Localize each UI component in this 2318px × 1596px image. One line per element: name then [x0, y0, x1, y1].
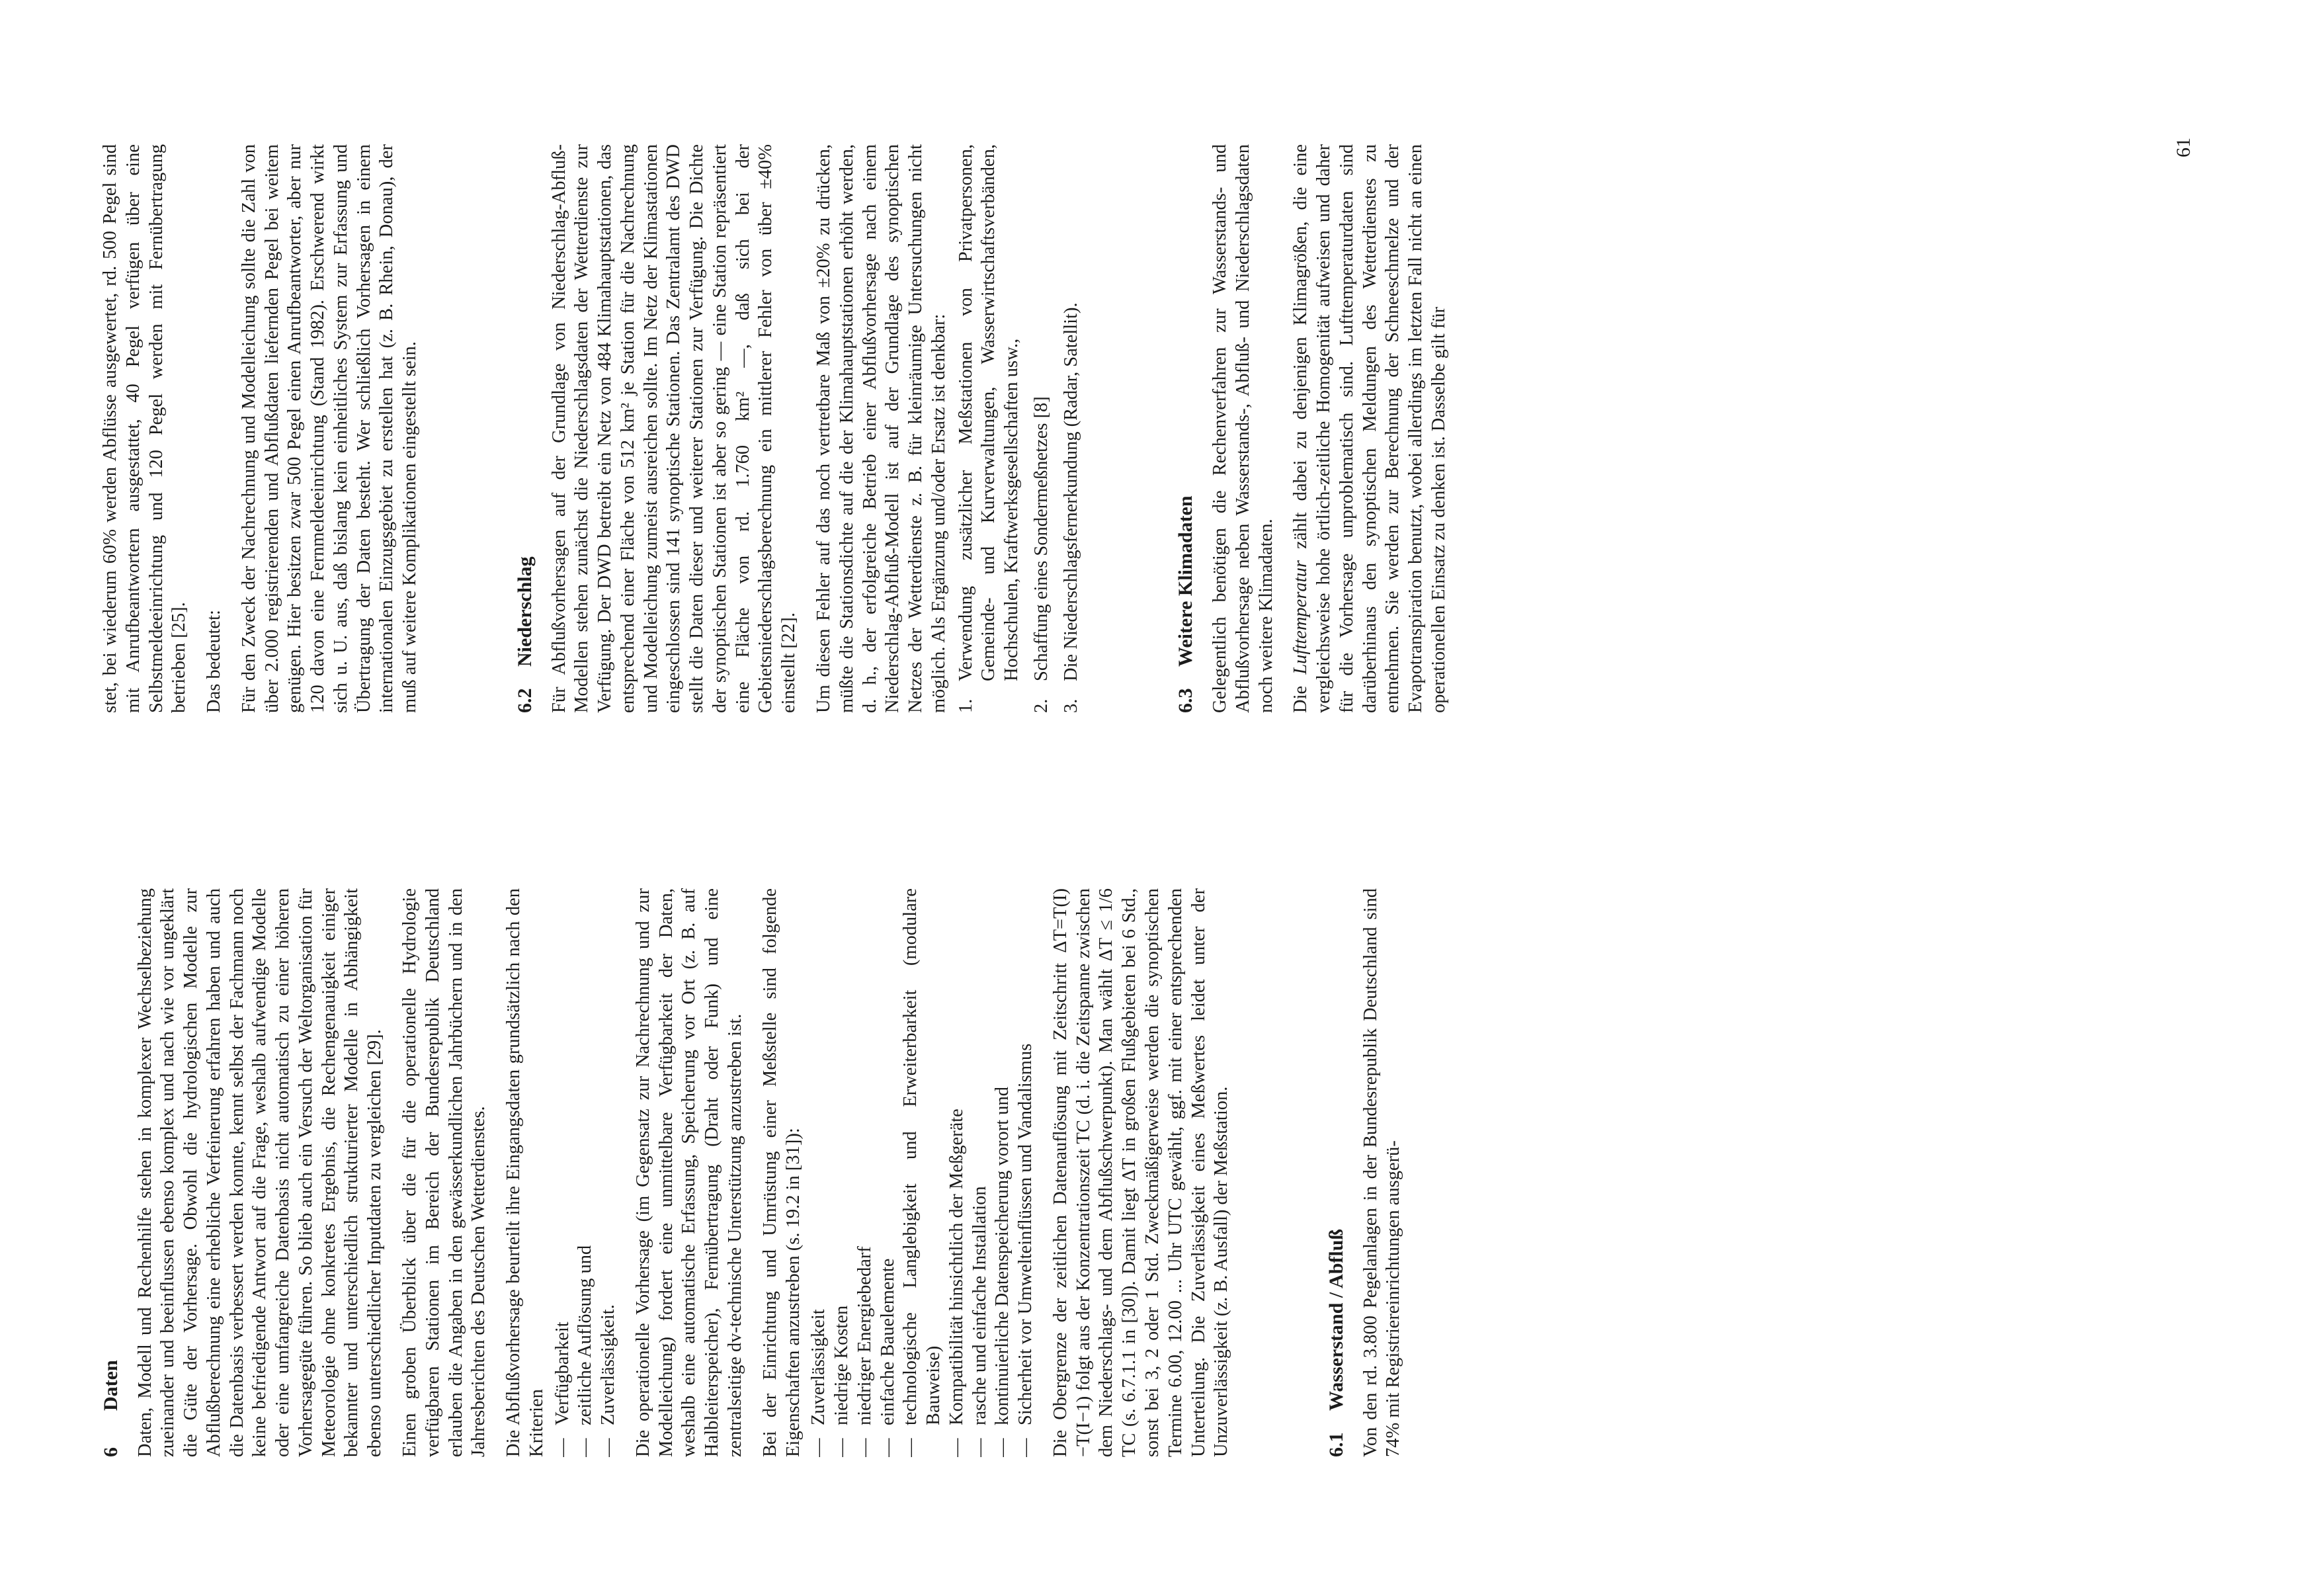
section-title: Niederschlag [513, 556, 536, 667]
paragraph: Um diesen Fehler auf das noch vertretbare Maß von ±20% zu drücken, müßte die Stationsdichte auf die der Klimahauptstationen erhöht werden, d. h., der erfolgreiche Betrieb einer Abflußvorhersage nach einem Niederschlag-Abfluß-Modell ist auf der Grundlage des synoptischen Netzes der Wetterdienste z. B. für kleinräumige Untersuchungen nicht möglich. Als Ergänzung und/oder Ersatz ist denkbar: [813, 144, 949, 713]
list-item [1030, 144, 1054, 713]
section-title: Daten [100, 1360, 122, 1411]
paragraph: Das bedeutet: [204, 610, 225, 713]
list-item [1060, 144, 1083, 713]
emphasis: Lufttemperatur [1290, 560, 1311, 675]
list-item: — Verfügbarkeit [552, 888, 575, 1457]
paragraph [1290, 144, 1450, 713]
list-item: — Zuverlässigkeit. [597, 888, 620, 1457]
paragraph: Für den Zweck der Nachrechnung und Modelleichung sollte die Zahl von über 2.000 registrierenden und Abflußdaten liefernden Pegel bei weitem genügen. Hier besitzen zwar 500 Pegel einen Anrufbeantworter, aber nur 120 davon eine Fernmeldeeinrichtung (Stand 1982). Erschwerend wirkt sich u. U. aus, daß bislang kein einheitliches System zur Erfassung und Übertragung der Daten besteht. Wer schließlich Vorhersagen in einem internationalen Einzugsgebiet zu erstellen hat (z. B. Rhein, Donau), der muß auf weitere Komplikationen eingestellt sein. [238, 144, 421, 713]
spacer [1245, 888, 1325, 1457]
section-number: 6 [100, 1447, 122, 1457]
page-number: 61 [2173, 138, 2194, 157]
section-number: 6.2 [513, 688, 536, 713]
paragraph: Für Abflußvorhersagen auf der Grundlage von Niederschlag-Abfluß-Modellen stehen zunächst die Niederschlagsdaten der Wetterdienste zur Verfügung. Der DWD betreibt ein Netz von 484 Klimahauptstationen, das entsprechend einer Fläche von 512 km² je Station für die Nachrechnung und Modelleichung zumeist ausreichen sollte. Im Netz der Klimastationen eingeschlossen sind 141 synoptische Stationen. Das Zentralamt des DWD stellt die Daten dieser und weiterer Stationen zur Verfügung. Die Dichte der synoptischen Stationen ist aber so gering — eine Station repräsentiert eine Fläche von rd. 1.760 km² —, daß sich bei der Gebietsniederschlagsberechnung ein mittlerer Fehler von über ±40% einstellt [22]. [548, 144, 800, 713]
list-number: 2. [1030, 698, 1052, 713]
list-item: — niedriger Energiebedarf [854, 888, 877, 1457]
section-heading-6-1 [1325, 888, 1349, 1457]
paragraph: Die Obergrenze der zeitlichen Datenauflösung mit Zeitschritt ΔT=T(I)−T(I−1) folgt aus der Konzentrationszeit TC (d. i. die Zeitspanne zwischen dem Niederschlags- und dem Abflußschwerpunkt). Man wählt ΔT ≤ 1/6 TC (s. 6.7.1.1 in [30]). Damit liegt ΔT in großen Flußgebieten bei 6 Std., sonst bei 3, 2 oder 1 Std. Zweckmäßigerweise werden die synoptischen Termine 6.00, 12.00 ... Uhr UTC gewählt, ggf. mit einer entsprechenden Unterteilung. Die Zuverlässigkeit eines Meßwertes leidet unter der Unzuverlässigkeit (z. B. Ausfall) der Meßstation. [1050, 888, 1232, 1457]
list-number: 3. [1060, 698, 1081, 713]
list-item: — technologische Langlebigkeit und Erweiterbarkeit (modulare Bauweise) [899, 888, 946, 1457]
text-run: zählt dabei zu denjenigen Klimagrößen, die eine vergleichsweise hohe örtlich-zeitliche Homogenität aufweisen und daher für die Vorhersage unproblematisch sind. Lufttemperaturdaten sind darüberhinaus den synoptischen Meldungen des Wetterdienstes zu entnehmen. Sie werden zur Berechnung der Schneeschmelze und der Evapotranspiration benutzt, wobei allerdings im letzten Fall nicht an einen operationellen Einsatz zu denken ist. Dasselbe gilt für [1290, 144, 1449, 713]
paragraph: Einen groben Überblick über die für die operationelle Hydrologie verfügbaren Stationen im Bereich der Bundesrepublik Deutschland erlauben die Angaben in den gewässerkundlichen Jahrbüchern und in den Jahresberichten des Deutschen Wetterdienstes. [399, 888, 489, 1457]
list-item: — Sicherheit vor Umwelteinflüssen und Vandalismus [1014, 888, 1038, 1457]
paragraph: Von den rd. 3.800 Pegelanlagen in der Bundesrepublik Deutschland sind 74% mit Registriereinrichtungen ausgerü- [1360, 888, 1404, 1457]
paragraph: Gelegentlich benötigen die Rechenverfahren zur Wasserstands- und Abflußvorhersage neben Wasserstands-, Abfluß- und Niederschlagsdaten noch weitere Klimadaten. [1209, 144, 1276, 713]
paragraph: Bei der Einrichtung und Umrüstung einer Meßstelle sind folgende Eigenschaften anzustreben (s. 19.2 in [31]): [759, 888, 804, 1457]
list-text: Verwendung zusätzlicher Meßstationen von Privatpersonen, Gemeinde- und Kurverwaltungen, Wasserwirtschaftsverbänden, Hochschulen, Kraftwerksgesellschaften usw., [955, 144, 1022, 681]
right-column [99, 144, 2123, 713]
options-list [955, 144, 1083, 713]
spacer [434, 144, 513, 713]
section-heading-6-2 [513, 144, 538, 713]
spacer [1095, 144, 1174, 713]
list-item: — Zuverlässigkeit [807, 888, 831, 1457]
section-number: 6.3 [1175, 688, 1197, 713]
list-text: Schaffung eines Sondermeßnetzes [8] [1030, 396, 1052, 681]
criteria-list [552, 888, 620, 1457]
list-number: 1. [955, 698, 976, 713]
left-column [99, 888, 2123, 1457]
section-title: Weitere Klimadaten [1175, 495, 1197, 667]
paragraph: stet, bei wiederum 60% werden Abflüsse ausgewertet, rd. 500 Pegel sind mit Anrufbeantwortern ausgestattet, 40 Pegel verfügen über eine Selbstmeldeeinrichtung und 120 Pegel werden mit Fernübertragung betrieben [25]. [100, 144, 190, 713]
list-item: — niedrige Kosten [831, 888, 854, 1457]
list-item [955, 144, 1024, 713]
paragraph: Die operationelle Vorhersage (im Gegensatz zur Nachrechnung und zur Modelleichung) fordert eine unmittelbare Verfügbarkeit der Daten, weshalb eine automatische Erfassung, Speicherung vor Ort (z. B. auf Halbleiterspeicher), Fernübertragung (Draht oder Funk) und eine zentralseitige dv-technische Unterstützung anzustreben ist. [632, 888, 745, 1457]
section-heading-6-3 [1174, 144, 1198, 713]
section-heading-6 [99, 888, 124, 1457]
list-item: — Kompatibilität hinsichtlich der Meßgeräte [946, 888, 969, 1457]
list-item: — zeitliche Auflösung und [574, 888, 597, 1457]
section-title: Wasserstand / Abfluß [1325, 1228, 1348, 1411]
list-text: Die Niederschlagsfernerkundung (Radar, Satellit). [1060, 302, 1081, 681]
paragraph: Die Abflußvorhersage beurteilt ihre Eingangsdaten grundsätzlich nach den Kriterien [503, 888, 547, 1457]
text-run: Die [1290, 674, 1311, 713]
list-item: — einfache Bauelemente [877, 888, 900, 1457]
properties-list [807, 888, 1038, 1457]
list-item: — kontinuierliche Datenspeicherung vorort und [991, 888, 1014, 1457]
list-item: — rasche und einfache Installation [969, 888, 992, 1457]
section-number: 6.1 [1325, 1432, 1348, 1457]
paragraph: Daten, Modell und Rechenhilfe stehen in komplexer Wechselbeziehung zueinander und beeinflussen ebenso komplex und nach wie vor ungeklärt die Güte der Vorhersage. Obwohl die hydrologischen Modelle zur Abflußberechnung eine erhebliche Verfeinerung erfahren haben und auch die Datenbasis verbessert werden konnte, kennt selbst der Fachmann noch keine befriedigende Antwort auf die Frage, weshalb aufwendige Modelle oder eine umfangreiche Datenbasis nicht automatisch zu einer höheren Vorhersagegüte führen. So blieb auch ein Versuch der Weltorganisation für Meteorologie ohne konkretes Ergebnis, die Rechengenauigkeit einiger bekannter und unterschiedlich strukturierter Modelle in Abhängigkeit ebenso unterschiedlicher Inputdaten zu vergleichen [29]. [134, 888, 386, 1457]
